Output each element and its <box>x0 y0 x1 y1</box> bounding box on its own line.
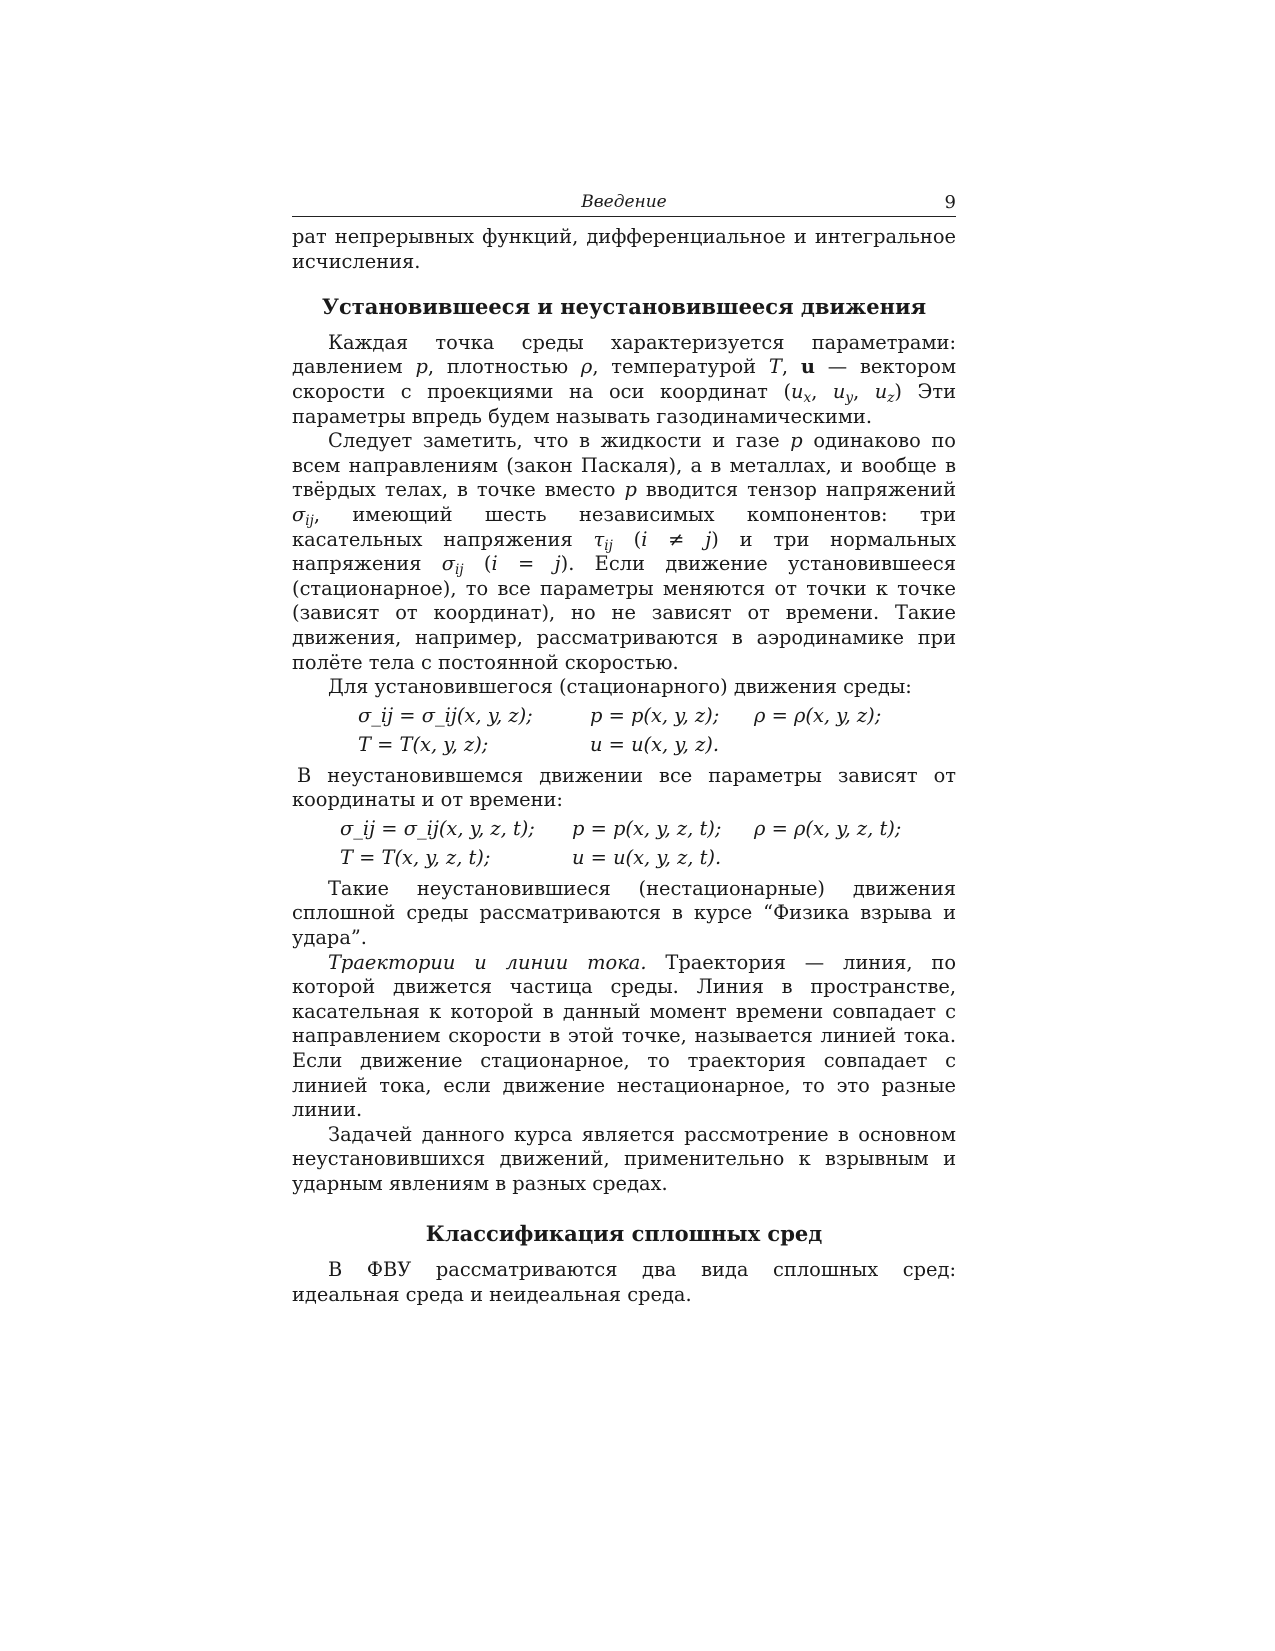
running-header <box>292 188 956 217</box>
equation-density: ρ = ρ(x, y, z); <box>754 703 882 727</box>
paragraph-parameters: Каждая точка среды характеризуется параметрами: давлением p, плотностью ρ, температурой T, u — вектором скорости с проекциями на оси координат ($u_x$, $u_y$, $u_z$) Эти параметры впредь будем называть газодинамическими. <box>292 330 957 428</box>
document-body <box>292 225 956 1307</box>
equation-pressure: p = p(x, y, z); <box>590 703 720 727</box>
equation-velocity: u = u(x, y, z). <box>590 732 720 756</box>
equation-velocity: u = u(x, y, z, t). <box>572 846 722 870</box>
equation-stress: σ_ij = σ_ij(x, y, z, t); <box>340 817 535 841</box>
equation-row <box>292 844 956 873</box>
equation-row <box>292 815 956 844</box>
inline-term: Траектории и линии тока. <box>328 950 647 974</box>
equation-row <box>292 731 956 760</box>
paragraph-media-types: В ФВУ рассматриваются два вида сплошных сред: идеальная среда и неидеальная среда. <box>292 1258 956 1306</box>
document-page <box>292 188 956 1307</box>
equation-density: ρ = ρ(x, y, z, t); <box>754 817 902 841</box>
paragraph-continuation: рат непрерывных функций, дифференциальное и интегральное исчисления. <box>292 225 956 273</box>
section-heading-steady-unsteady: Установившееся и неустановившееся движения <box>321 294 927 320</box>
paragraph-course-goal: Задачей данного курса является рассмотрение в основном неустановившихся движений, применительно к взрывным и ударным явлениям в разных средах. <box>292 1122 956 1195</box>
equation-pressure: p = p(x, y, z, t); <box>572 817 722 841</box>
section-heading-classification: Классификация сплошных сред <box>425 1220 823 1246</box>
running-title: Введение <box>581 192 667 212</box>
paragraph-steady-intro: Для установившегося (стационарного) движения среды: <box>328 675 912 699</box>
equations-steady <box>292 702 956 760</box>
equation-temperature: T = T(x, y, z, t); <box>340 846 491 870</box>
paragraph-trajectories: Траектории и линии тока. Траектория — линия, по которой движется частица среды. Линия в пространстве, касательная к которой в данный момент времени совпадает с направлением скорости в этой точке, называется линией тока. Если движение стационарное, то траектория совпадает с линией тока, если движение нестационарное, то это разные линии. <box>292 950 957 1122</box>
equation-row <box>292 702 956 731</box>
paragraph-stress-tensor: Следует заметить, что в жидкости и газе p одинаково по всем направлениям (закон Паскаля), а в металлах, и вообще в твёрдых телах, в точке вместо p вводится тензор напряжений $\sigma_{ij}$, имеющий шесть независимых компонентов: три касательных напряжения $\tau_{ij}$ (i ≠ j) и три нормальных напряжения $\sigma_{ij}$ (i = j). Если движение установившееся (стационарное), то все параметры меняются от точки к точке (зависят от координат), но не зависят от времени. Такие движения, например, рассматриваются в аэродинамике при полёте тела с постоянной скоростью. <box>292 429 957 674</box>
paragraph-unsteady-intro: В неустановившемся движении все параметры зависят от координаты и от времени: <box>292 763 956 812</box>
paragraph-unsteady-course: Такие неустановившиеся (нестационарные) движения сплошной среды рассматриваются в курсе “Физика взрыва и удара”. <box>292 876 956 950</box>
page-number: 9 <box>944 192 956 213</box>
equation-stress: σ_ij = σ_ij(x, y, z); <box>358 703 533 727</box>
equation-temperature: T = T(x, y, z); <box>358 732 489 756</box>
equations-unsteady <box>292 815 956 873</box>
